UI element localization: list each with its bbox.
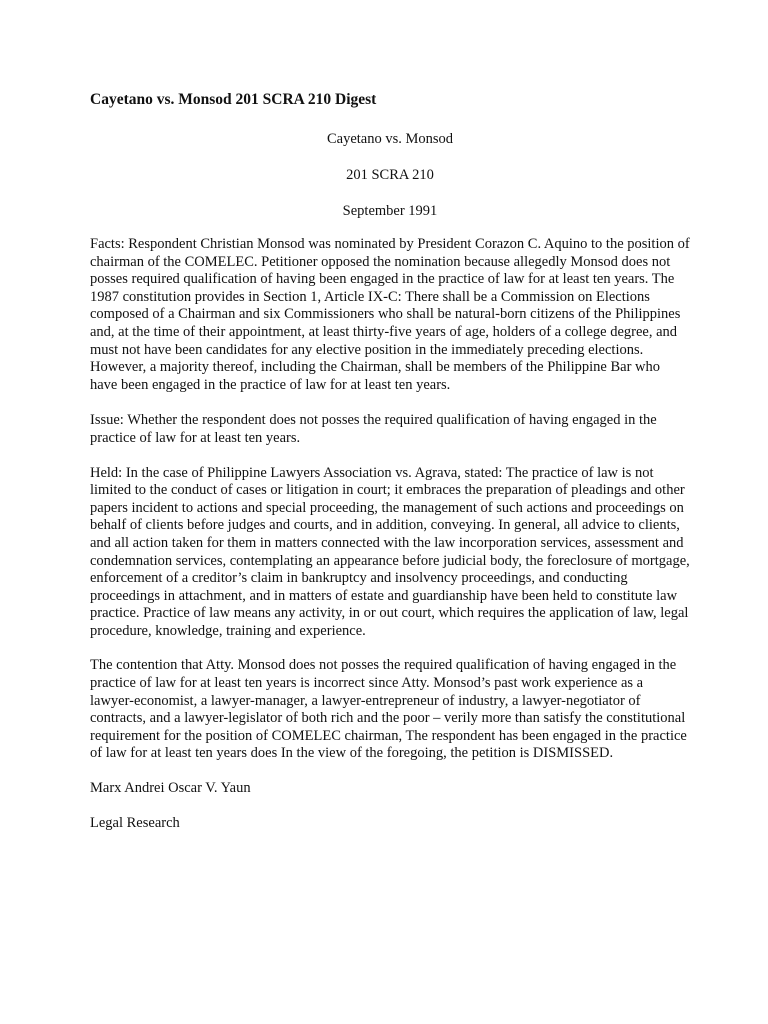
author-role: Legal Research (90, 814, 180, 831)
case-date: September 1991 (342, 203, 438, 219)
issue-paragraph: Issue: Whether the respondent does not posses the required qualification of having engaged in the practice of law for at least ten years. (90, 412, 657, 446)
contention-paragraph: The contention that Atty. Monsod does not posses the required qualification of having engaged in the practice of law for at least ten years is incorrect since Atty. Monsod’s past work experience as a lawyer-economist, a lawyer-manager, a lawyer-entrepreneur of industry, a lawyer-negotiator of contracts, and a lawyer-legislator of both rich and the poor – verily more than satisfy the constitutional requirement for the position of COMELEC chairman, The respondent has been engaged in the practice of law for at least ten years does In the view of the foregoing, the petition is DISMISSED. (90, 657, 687, 762)
facts-paragraph: Facts: Respondent Christian Monsod was nominated by President Corazon C. Aquino to the position of chairman of the COMELEC. Petitioner opposed the nomination because allegedly Monsod does not posses required qualification of having been engaged in the practice of law for at least ten years. The 1987 constitution provides in Section 1, Article IX-C: There shall be a Commission on Elections composed of a Chairman and six Commissioners who shall be natural-born citizens of the Philippines and, at the time of their appointment, at least thirty-five years of age, holders of a college degree, and must not have been candidates for any elective position in the immediately preceding elections. However, a majority thereof, including the Chairman, shall be members of the Philippine Bar who have been engaged in the practice of law for at least ten years. (90, 236, 690, 393)
case-citation: 201 SCRA 210 (346, 167, 434, 183)
document-title: Cayetano vs. Monsod 201 SCRA 210 Digest (90, 91, 377, 108)
author-name: Marx Andrei Oscar V. Yaun (90, 780, 251, 797)
held-paragraph: Held: In the case of Philippine Lawyers Association vs. Agrava, stated: The practice of law is not limited to the conduct of cases or litigation in court; it embraces the preparation of pleadings and other papers incident to actions and special proceeding, the management of such actions and proceedings on behalf of clients before judges and courts, and in addition, conveying. In general, all advice to clients, and all action taken for them in matters connected with the law incorporation services, assessment and condemnation services, contemplating an appearance before judicial body, the foreclosure of mortgage, enforcement of a creditor’s claim in bankruptcy and insolvency proceedings, and conducting proceedings in attachment, and in matters of estate and guardianship have been held to constitute law practice. Practice of law means any activity, in or out court, which requires the application of law, legal procedure, knowledge, training and experience. (90, 464, 690, 639)
case-name: Cayetano vs. Monsod (326, 131, 454, 147)
